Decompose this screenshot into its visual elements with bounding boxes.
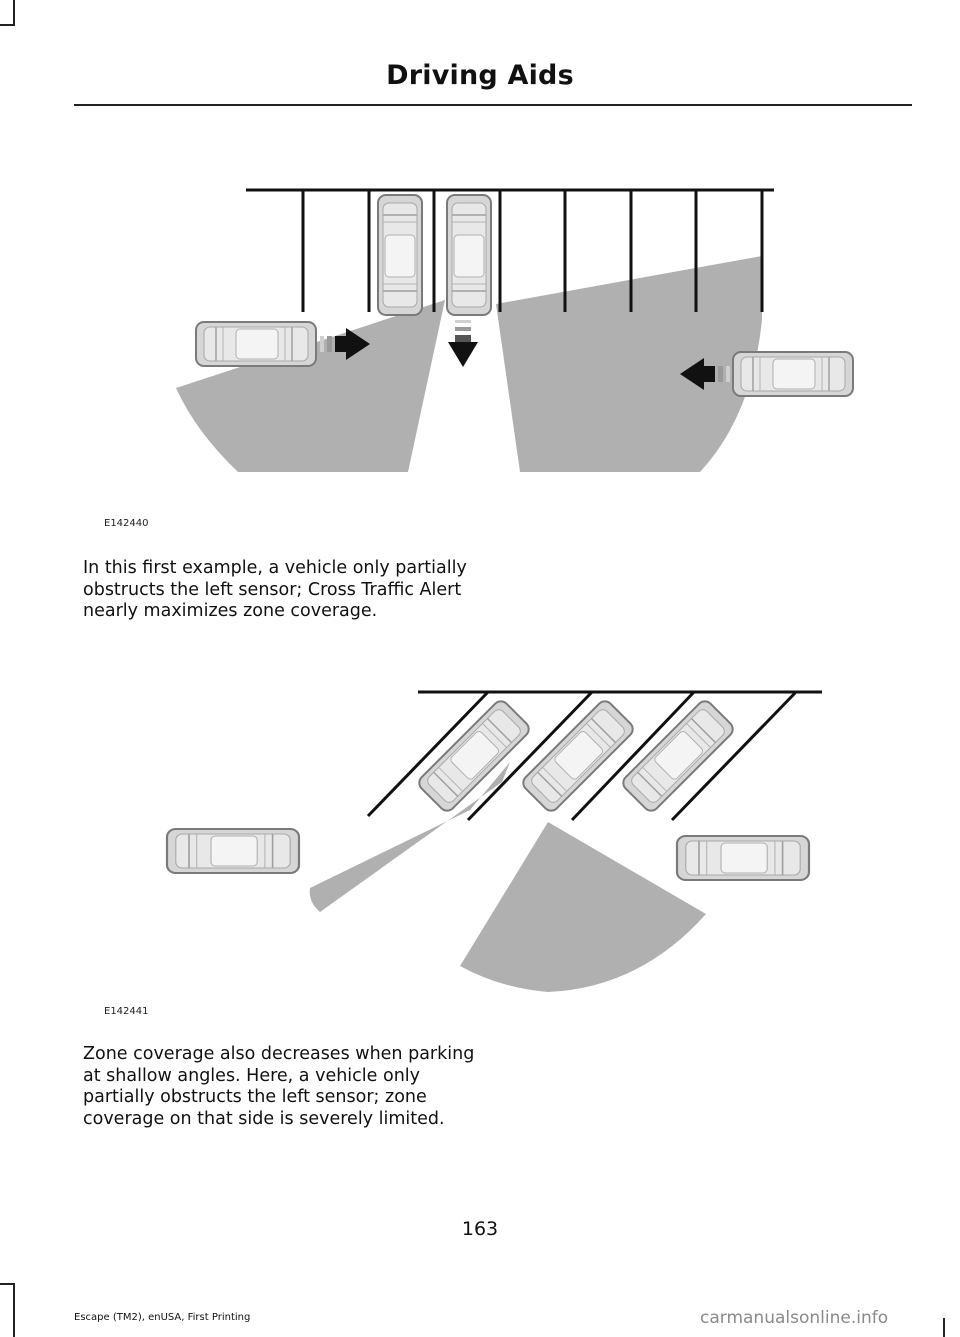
right-approaching-car <box>677 836 809 880</box>
crop-mark-top-left-h <box>0 24 15 26</box>
figure-2-caption: Zone coverage also decreases when parking at shallow angles. Here, a vehicle only partially obstructs the left sensor; zone coverage on that side is severely limited. <box>83 1044 475 1129</box>
right-sensor-zone <box>460 822 706 992</box>
left-approaching-car <box>196 322 316 366</box>
angled-parking-illustration <box>0 670 960 1000</box>
angled-parked-car-3 <box>620 698 736 814</box>
left-sensor-zone-narrow <box>310 762 510 912</box>
footer-edition: Escape (TM2), enUSA, First Printing <box>74 1312 251 1323</box>
crop-mark-bottom-left-v <box>13 1283 15 1337</box>
backing-arrow-icon <box>448 320 478 367</box>
right-approaching-car <box>733 352 853 396</box>
perpendicular-parking-illustration <box>0 170 960 490</box>
crop-mark-top-left-v <box>13 0 15 24</box>
header-rule <box>74 104 912 106</box>
figure-angled-parking <box>0 670 960 1000</box>
figure-1-caption: In this first example, a vehicle only partially obstructs the left sensor; Cross Traffic Alert nearly maximizes zone coverage. <box>83 558 467 621</box>
crop-mark-bottom-left-h <box>0 1283 15 1285</box>
parked-car-1 <box>378 195 422 315</box>
left-approaching-car <box>167 829 299 873</box>
watermark: carmanualsonline.info <box>700 1308 889 1328</box>
figure-2-id: E142441 <box>104 1006 149 1017</box>
figure-1-id: E142440 <box>104 518 149 529</box>
figure-perpendicular-parking <box>0 170 960 490</box>
right-sensor-zone <box>496 256 762 472</box>
angled-parked-car-2 <box>520 698 636 814</box>
page-number: 163 <box>461 1218 499 1240</box>
angled-parked-car-1 <box>416 698 532 814</box>
parked-car-2 <box>447 195 491 315</box>
page-title: Driving Aids <box>386 60 574 91</box>
crop-mark-bottom-right-v <box>943 1318 945 1337</box>
